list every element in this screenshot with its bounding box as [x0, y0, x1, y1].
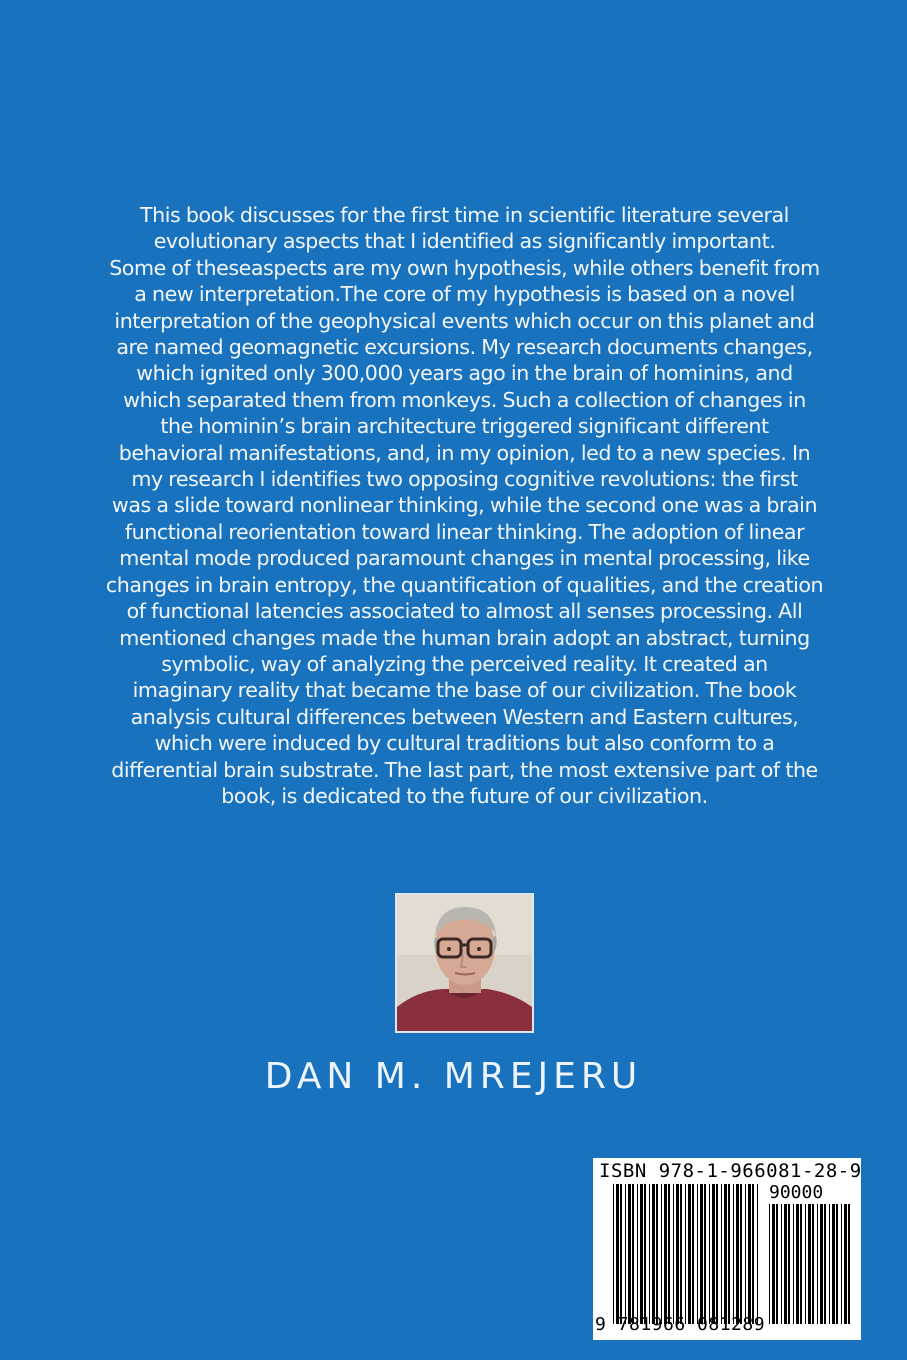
barcode-bar	[721, 1184, 722, 1324]
blurb-line: This book discusses for the first time in scientific literature several	[140, 203, 789, 227]
barcode-bar	[776, 1204, 778, 1324]
blurb-line: of functional latencies associated to almost all senses processing. All	[126, 599, 803, 624]
blurb-line: are named geomagnetic excursions. My research documents changes,	[116, 335, 813, 360]
isbn-barcode	[593, 1158, 861, 1340]
blurb-line: which separated them from monkeys. Such a collection of changes in	[123, 387, 806, 412]
barcode-bar	[808, 1204, 811, 1324]
barcode-bar	[781, 1204, 782, 1324]
blurb-line: was a slide toward nonlinear thinking, while the second one was a brain	[111, 493, 818, 518]
barcode-bar	[680, 1184, 682, 1324]
barcode-bar	[724, 1184, 727, 1324]
blurb-line: Some of theseaspects are my own hypothesis, while others benefit from	[109, 255, 820, 280]
blurb-line: evolutionary aspects that I identified as significantly important.	[153, 229, 776, 254]
barcode-bar	[616, 1184, 619, 1324]
barcode-bar	[736, 1184, 739, 1324]
barcode-bar	[649, 1184, 650, 1324]
isbn-label: ISBN 978-1-966081-28-9	[599, 1160, 862, 1182]
barcode-bar	[844, 1204, 847, 1324]
blurb-line: functional reorientation toward linear thinking. The adoption of linear	[124, 519, 805, 544]
barcode-bar	[632, 1184, 634, 1324]
barcode-bar	[829, 1204, 830, 1324]
blurb-line: analysis cultural differences between Western and Eastern cultures,	[130, 704, 799, 729]
barcode-bar	[613, 1184, 614, 1324]
blurb-line: book, is dedicated to the future of our civilization.	[221, 783, 708, 808]
barcode-bar	[748, 1184, 751, 1324]
barcode-bar	[757, 1184, 758, 1324]
author-photo	[395, 893, 534, 1033]
barcode-bar	[661, 1184, 662, 1324]
author-portrait-image	[397, 895, 532, 1031]
barcode-bar	[733, 1184, 734, 1324]
barcode-bar	[640, 1184, 643, 1324]
barcode-bar	[716, 1184, 718, 1324]
barcode-bar	[625, 1184, 626, 1324]
barcode-bar	[769, 1204, 770, 1324]
barcode-bar	[848, 1204, 850, 1324]
barcode-bar	[812, 1204, 814, 1324]
ean-digits: 9 781966 081289	[595, 1314, 766, 1335]
barcode-bar	[820, 1204, 823, 1324]
barcode-bar	[772, 1204, 775, 1324]
blurb-line: mentioned changes made the human brain adopt an abstract, turning	[119, 625, 810, 650]
blurb-line: a new interpretation.The core of my hypothesis is based on a novel	[134, 282, 795, 307]
barcode-bar	[752, 1184, 754, 1324]
blurb-line: which ignited only 300,000 years ago in the brain of hominins, and	[136, 361, 793, 386]
barcode-bar	[784, 1204, 787, 1324]
back-cover-blurb	[97, 202, 832, 809]
barcode-bar	[668, 1184, 670, 1324]
blurb-line: mental mode produced paramount changes in mental processing, like	[119, 546, 810, 571]
author-name: DAN M. MREJERU	[264, 1056, 643, 1097]
barcode-bar	[796, 1204, 799, 1324]
blurb-line: symbolic, way of analyzing the perceived reality. It created an	[161, 651, 768, 676]
barcode-bar	[644, 1184, 646, 1324]
barcode-bar	[664, 1184, 667, 1324]
blurb-line: the hominin’s brain architecture triggered significant different	[160, 414, 769, 439]
barcode-bar	[817, 1204, 818, 1324]
blurb-line: behavioral manifestations, and, in my opinion, led to a new species. In	[118, 440, 811, 465]
barcode-bar	[637, 1184, 638, 1324]
barcode-bar	[676, 1184, 679, 1324]
barcode-bar	[628, 1184, 631, 1324]
barcode-bar	[800, 1204, 802, 1324]
barcode-bar	[704, 1184, 706, 1324]
blurb-line: imaginary reality that became the base of our civilization. The book	[132, 678, 797, 703]
barcode-bar	[740, 1184, 742, 1324]
barcode-bar	[688, 1184, 691, 1324]
barcode-bar	[841, 1204, 842, 1324]
barcode-bar	[832, 1204, 835, 1324]
barcode-bar	[745, 1184, 746, 1324]
barcode-addon-price: 90000	[769, 1182, 824, 1203]
barcode-bar	[697, 1184, 698, 1324]
barcode-bar	[685, 1184, 686, 1324]
barcode-bar	[793, 1204, 794, 1324]
barcode-bar	[656, 1184, 658, 1324]
blurb-line: my research I identifies two opposing cognitive revolutions: the first	[131, 467, 798, 492]
blurb-line: differential brain substrate. The last part, the most extensive part of the	[111, 757, 818, 782]
barcode-bar	[620, 1184, 622, 1324]
barcode-bar	[673, 1184, 674, 1324]
barcode-bar	[652, 1184, 655, 1324]
barcode-bar	[728, 1184, 730, 1324]
barcode-bar	[836, 1204, 838, 1324]
barcode-bars	[593, 1158, 861, 1340]
barcode-bar	[692, 1184, 694, 1324]
blurb-line: changes in brain entropy, the quantification of qualities, and the creation	[105, 572, 824, 597]
barcode-bar	[824, 1204, 826, 1324]
barcode-bar	[712, 1184, 715, 1324]
blurb-line: interpretation of the geophysical events which occur on this planet and	[114, 308, 815, 333]
barcode-bar	[700, 1184, 703, 1324]
barcode-bar	[805, 1204, 806, 1324]
blurb-line: which were induced by cultural traditions but also conform to a	[154, 731, 775, 756]
barcode-bar	[788, 1204, 790, 1324]
barcode-bar	[709, 1184, 710, 1324]
